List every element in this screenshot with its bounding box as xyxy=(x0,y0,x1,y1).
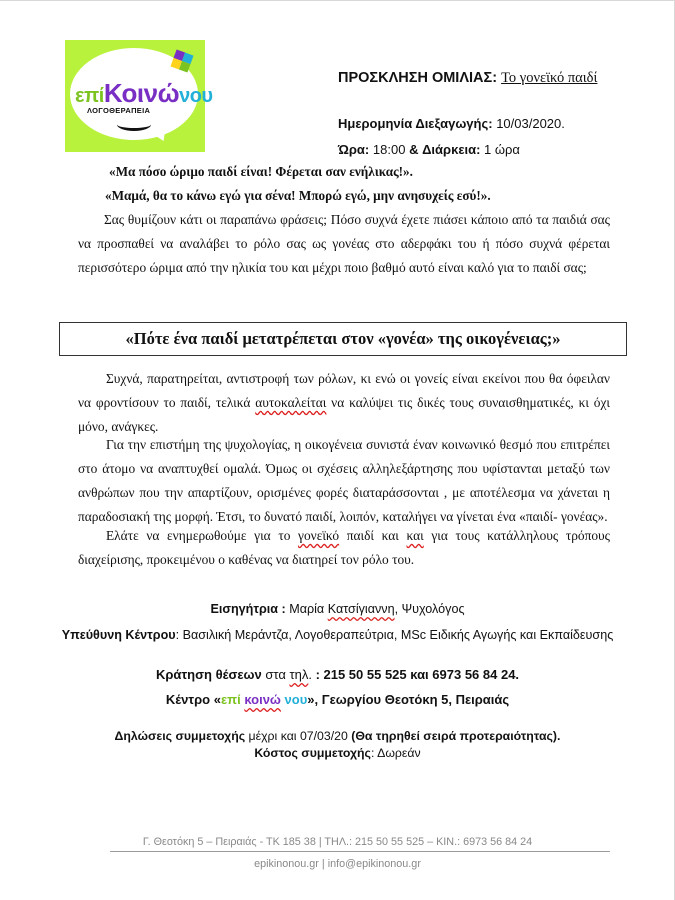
date-label: Ημερομηνία Διεξαγωγής: xyxy=(338,116,493,131)
logo-wordmark xyxy=(75,78,213,109)
footer-web: epikinonou.gr | info@epikinonou.gr xyxy=(254,858,421,870)
center-head-line xyxy=(0,628,675,642)
boxed-heading: «Πότε ένα παιδί μετατρέπεται στον «γονέα» της οικογένειας;» xyxy=(59,322,627,356)
center-head-value: : Βασιλική Μεράντζα, Λογοθεραπεύτρια, MSc Ειδικής Αγωγής και Εκπαίδευσης xyxy=(175,628,614,642)
paragraph-psychology: Για την επιστήμη της ψυχολογίας, η οικογένεια συνιστά έναν κοινωνικό θεσμό που επιτρέπει στο άτομο να αναπτυχθεί ομαλά. Όμως οι σχέσεις αλληλεξάρτησης που υφίστανται μεταξύ των ανθρώπων που την απαρτίζουν, ορισμένες φορές διαταράσσονται , με αποτέλεσμα να χάνεται η παραδοσιακή της μορφή. Έτσι, το δυνατό παιδί, λοιπόν, καταλήγει να γίνεται ένα «παιδί- γονέας». xyxy=(78,437,610,524)
brand-word-epi: επί xyxy=(220,692,241,707)
duration-label: Διάρκεια: xyxy=(422,142,481,157)
booking-phones: : 215 50 55 525 και 6973 56 84 24. xyxy=(315,667,520,682)
declaration-line xyxy=(0,729,675,743)
duration-value: 1 ώρα xyxy=(484,142,520,157)
center-head-label: Υπεύθυνη Κέντρου xyxy=(61,628,176,642)
footer-divider xyxy=(110,851,610,852)
speaker-label: Εισηγήτρια : xyxy=(210,602,286,616)
quote-2: «Μαμά, θα το κάνω εγώ για σένα! Μπορώ εγώ, μην ανησυχείς εσύ!». xyxy=(105,188,491,203)
brand-word-nou: νου xyxy=(284,692,308,707)
intro-paragraph: Σας θυμίζουν κάτι οι παραπάνω φράσεις; Πόσο συχνά έχετε πιάσει κάποιο από τα παιδιά σας να προσπαθεί να αναλάβει το ρόλο σας ως γονέας στο αδερφάκι του ή πόσο συχνά φέρεται περισσότερο ώριμα από την ηλικία του και μέχρι ποιο βαθμό αυτό είναι καλό για το παιδί σας; xyxy=(78,212,610,275)
cost-line xyxy=(0,746,675,760)
logo xyxy=(65,40,213,152)
booking-line: Κράτηση θέσεων στα τηλ. : 215 50 55 525 και 6973 56 84 24. xyxy=(155,667,520,682)
event-time xyxy=(338,142,520,157)
event-date xyxy=(338,116,565,131)
invitation-title xyxy=(338,70,597,87)
page-edge-top xyxy=(0,0,675,1)
speaker-line: Εισηγήτρια : Μαρία Κατσίγιαννη, Ψυχολόγος xyxy=(210,602,465,616)
logo-subtitle: ΛΟΓΟΘΕΡΑΠΕΙΑ xyxy=(87,106,151,115)
speaker-surname: Κατσίγιαννη xyxy=(327,602,395,616)
spellcheck-word: αυτοκαλείται xyxy=(255,395,327,410)
time-label: Ώρα: xyxy=(338,142,370,157)
logo-word-koino: Κοινώ xyxy=(103,78,180,108)
footer-contact: Γ. Θεοτόκη 5 – Πειραιάς - ΤΚ 185 38 | ΤΗΛ.: 215 50 55 525 – ΚΙΝ.: 6973 56 84 24 xyxy=(142,836,533,848)
spellcheck-word: γονεϊκό xyxy=(298,528,340,543)
invitation-topic: Το γονεϊκό παιδί xyxy=(501,70,598,86)
cost-value: : Δωρεάν xyxy=(370,746,421,760)
spellcheck-word: και xyxy=(406,528,424,543)
invitation-label: ΠΡΟΣΚΛΗΣΗ ΟΜΙΛΙΑΣ: xyxy=(338,70,498,86)
logo-word-nou: νου xyxy=(179,85,213,107)
center-address-line: Κέντρο «επί κοινώ νου», Γεωργίου Θεοτόκη 5, Πειραιάς xyxy=(165,692,510,707)
logo-word-epi: επί xyxy=(75,85,104,107)
time-value: 18:00 xyxy=(372,142,406,157)
logo-smile-mark xyxy=(117,118,151,131)
brand-word-koino: κοινώ xyxy=(244,692,281,707)
declaration-label: Δηλώσεις συμμετοχής xyxy=(114,729,246,743)
quote-1: «Μα πόσο ώριμο παιδί είναι! Φέρεται σαν ενήλικας!». xyxy=(109,164,413,179)
cost-label: Κόστος συμμετοχής xyxy=(254,746,371,760)
date-value: 10/03/2020. xyxy=(496,116,565,131)
paragraph-role-reversal: Συχνά, παρατηρείται, αντιστροφή των ρόλων, κι ενώ οι γονείς είναι εκείνοι που θα όφειλαν να φροντίσουν το παιδί, τελικά αυτοκαλείται να καλύψει τις δικές τους συναισθηματικές, κι όχι μόνο, ανάγκες. xyxy=(78,371,610,434)
paragraph-invitation: Ελάτε να ενημερωθούμε για το γονεϊκό παιδί και και για τους κατάλληλους τρόπους διαχείρισης, προκειμένου ο καθένας να διατηρεί τον ρόλο του. xyxy=(78,528,610,567)
declaration-note: (Θα τηρηθεί σειρά προτεραιότητας). xyxy=(351,729,561,743)
booking-label: Κράτηση θέσεων xyxy=(155,667,262,682)
ampersand: & xyxy=(409,142,419,157)
declaration-deadline: μέχρι και 07/03/20 xyxy=(245,729,352,743)
